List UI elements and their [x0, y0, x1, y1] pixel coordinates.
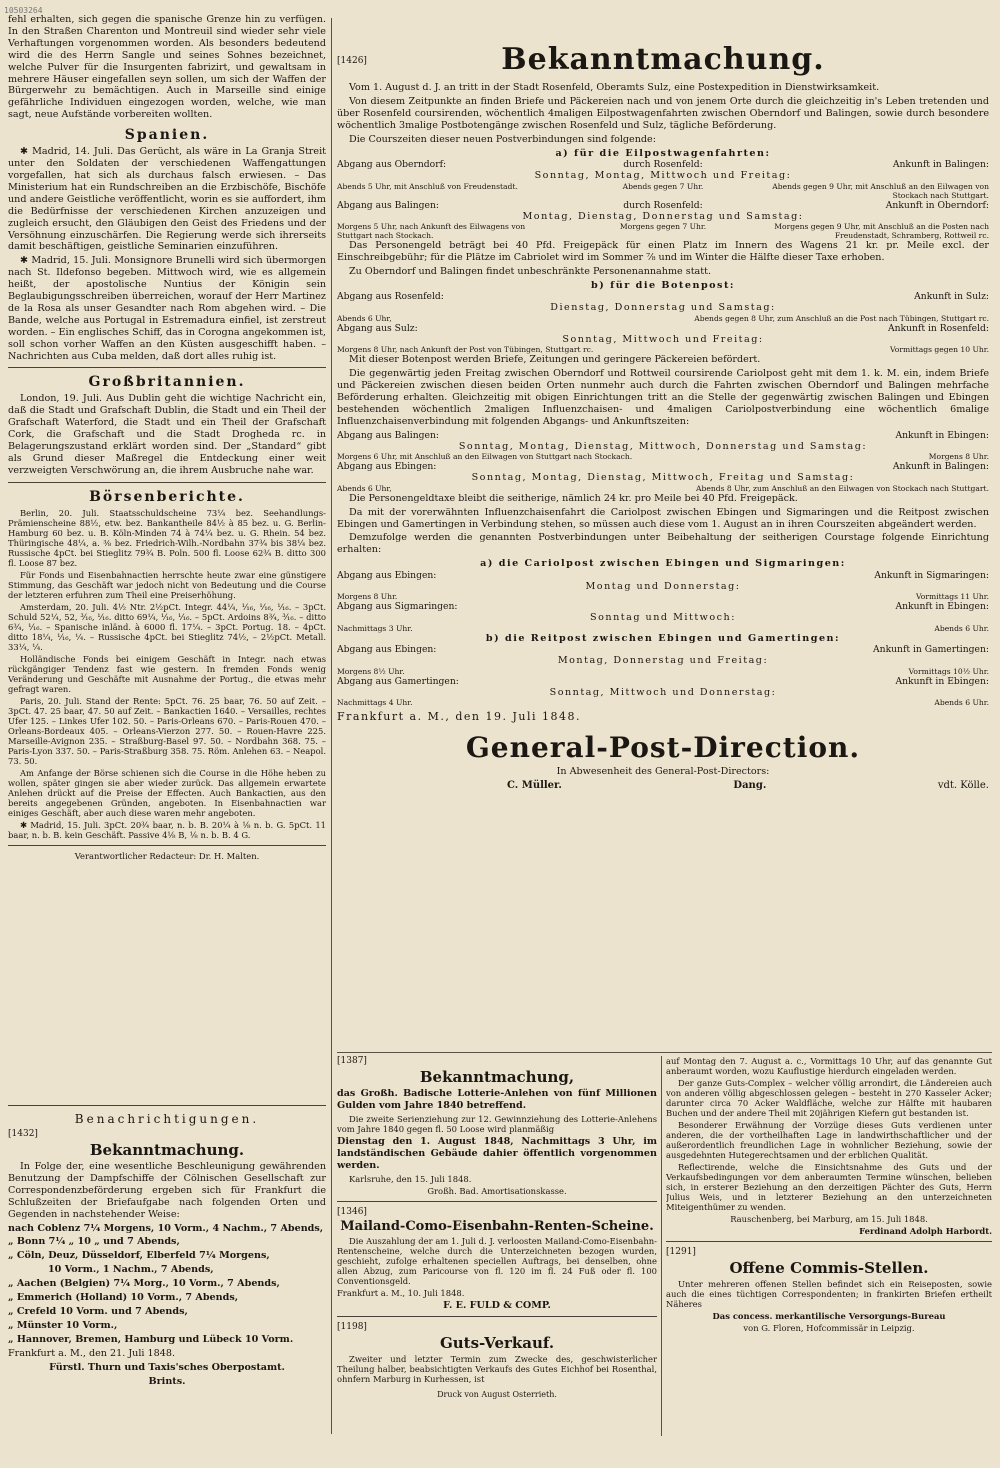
- spain-report-1: ✱ Madrid, 14. Juli. Das Gerücht, als wäre in La Granja Streit unter den Soldaten der verschiedenen Waffengattungen vorgefallen, hat sich als durchaus falsch erwiesen. – Das Ministerium hat ein Rundschreiben an die Erzbischöfe, Bischöfe und andere Geistliche veröffentlicht, worin es sie auffordert, ihm die Bedürfnisse der verschiedenen Kirchen anzuzeigen und zugleich ersucht, den Gläubigen den Geist des Friedens und der Versöhnung einzuschärfen. Die Regierung werde sich ihrerseits damit beschäftigen, geistliche Seminarien einzuführen.: [8, 146, 326, 253]
- schedule-times: Morgens 5 Uhr, nach Ankunft des Eilwagens von Stuttgart nach Stockach. Morgens gegen 7 Uhr. Morgens gegen 9 Uhr, mit Anschluß an die Posten nach Freudenstadt, Schramberg, Rottweil rc.: [337, 222, 989, 241]
- notice-text: In Folge der, eine wesentliche Beschleunigung gewährenden Benutzung der Dampfschiffe der Cölnischen Gesellschaft zur Correspondenzbeförderung ergeben sich für Frankfurt die Schlußzeiten der Briefaufgabe nach folgenden Orten und Gegenden in nachstehender Weise:: [8, 1161, 326, 1220]
- france-report-tail: fehl erhalten, sich gegen die spanische Grenze hin zu verfügen. In den Straßen Charenton und Montreuil sind wieder sehr viele Verhaftungen vorgenommen worden. Als besonders bedeutend wird die des Herrn Sangle und seines Sohnes bezeichnet, welche Pulver für die Insurgenten fabrizirt, und gewaltsam in mehrere Häuser eingefallen seyn sollen, um sich der Waffen der Bürgerwehr zu bemächtigen. Auch in Marseille sind einige gefährliche Individuen eingezogen worden, welche, wie man sagt, neue Aufstände vorbereiten wollten.: [8, 14, 326, 121]
- bourse-amsterdam: Amsterdam, 20. Juli. 4½ Ntr. 2½pCt. Integr. 44¼, ¹⁄₁₆, ¹⁄₁₆, ¹⁄₁₆. – 3pCt. Schuld 52¼, 52, ³⁄₁₆, ¹⁄₁₆. ditto 69¼, ¹⁄₁₆, ¹⁄₁₆. – 5pCt. Ardoins 8¾, ³⁄₁₆. – ditto 6¾, ¹⁄₁₆. – Spanische inländ. à 6000 fl. 17¼. – 3pCt. Portug. 18. – 4pCt. ditto 18¼, ¹⁄₁₆, ¼. – Russische 4pCt. bei Stieglitz 74½, – 2½pCt. Metall. 33¼, ¼.: [8, 601, 326, 652]
- bourse-paris-note: Am Anfange der Börse schienen sich die Course in die Höhe heben zu wollen, später gingen sie aber wieder zurück. Das allgemein erwartete Anlehen drückt auf die Preise der Effecten. Auch Bankactien, aus den bereits angegebenen Gründen, angeboten. In Eisenbahnactien war einiges Geschäft, aber auch diese waren mehr angeboten.: [8, 767, 326, 818]
- schedule-times: Morgens 8½ Uhr. Vormittags 10½ Uhr.: [337, 666, 989, 676]
- notices-header: Benachrichtigungen.: [74, 1112, 260, 1126]
- railway-date: Frankfurt a. M., 10. Juli 1848.: [337, 1287, 465, 1298]
- schedule-row: Abgang aus Balingen: Ankunft in Ebingen:: [337, 429, 989, 441]
- schedule-days: Dienstag, Donnerstag und Samstag:: [550, 302, 776, 314]
- schedule-row: Abgang aus Balingen: durch Rosenfeld: Ankunft in Oberndorf:: [337, 199, 989, 211]
- railway-ref: [1346]: [337, 1206, 367, 1217]
- railway-title: Mailand-Como-Eisenbahn-Renten-Scheine.: [340, 1218, 654, 1234]
- main-p1: Vom 1. August d. J. an tritt in der Stadt Rosenfeld, Oberamts Sulz, eine Postexpedition in Dienstwirksamkeit.: [349, 82, 880, 93]
- main-p9: Da mit der vorerwähnten Influenzchaisenfahrt die Cariolpost zwischen Ebingen und Sigmaringen und die Reitpost zwischen Ebingen und Gamertingen in Verbindung stehen, so müssen auch diese vom 1. August an in ihren Courszeiten abgeändert werden.: [337, 506, 989, 530]
- notice-line: „ Bonn 7¼ „ 10 „ und 7 Abends,: [8, 1236, 180, 1248]
- signature: Dang.: [733, 780, 767, 792]
- notice-office: Fürstl. Thurn und Taxis'sches Oberpostamt.: [49, 1361, 285, 1373]
- schedule-days: Sonntag, Mittwoch und Donnerstag:: [549, 686, 777, 698]
- main-p3: Die Courszeiten dieser neuen Postverbindungen sind folgende:: [349, 133, 656, 145]
- estate-title: Guts-Verkauf.: [439, 1334, 555, 1353]
- main-announcement: [337, 82, 989, 1050]
- bourse-berlin: Berlin, 20. Juli. Staatsschuldscheine 73¼ bez. Seehandlungs-Prämienscheine 88½, etw. bez. Bankantheile 84½ à 85 bez. u. G. Berlin-Hamburg 60 bez. u. B. Köln-Minden 74 à 74¼ bez. u. G. Rhein. 54 bez. Thüringische 48¼, a. ⅜ bez. Friedrich-Wilh.-Nordbahn 37¾ bis 38¼ bez. Russische 4pCt. bei Stieglitz 79¾ B. Poln. 500 fl. Loose 62¾ B. ditto 300 fl. Loose 87 bez.: [8, 507, 326, 568]
- signature: vdt. Kölle.: [937, 780, 989, 792]
- schedule-times: Morgens 6 Uhr, mit Anschluß an den Eilwagen von Stuttgart nach Stockach. Morgens 8 Uhr.: [337, 452, 989, 462]
- estate-sign: Ferdinand Adolph Harbordt.: [859, 1226, 992, 1236]
- lottery-title: Bekanntmachung,: [419, 1068, 575, 1086]
- spain-report-2: ✱ Madrid, 15. Juli. Monsignore Brunelli wird sich übermorgen nach St. Ildefonso begeben. Mittwoch wird, wie es allgemein heißt, der apostolische Nuntius der Königin sein Beglaubigungsschreiben überreichen, worauf der Herr Martinez de la Rosa als unser Gesandter nach Rom abgehen wird. – Die Bande, welche aus Portugal in Estremadura einfiel, ist zerstreut worden. – Ein englisches Schiff, das in Corogna angekommen ist, soll schon vorher Waffen an den Küsten ausgeschifft haben. – Nachrichten aus Cuba melden, daß dort alles ruhig ist.: [8, 255, 326, 362]
- lottery-subtitle: das Großh. Badische Lotterie-Anlehen von fünf Millionen Gulden vom Jahre 1840 betreffend.: [337, 1088, 657, 1111]
- railway-text: Die Auszahlung der am 1. Juli d. J. verloosten Mailand-Como-Eisenbahn-Rentenscheine, welche durch die Unterzeichneten bezogen wurden, geschieht, zufolge erhaltenen speciellen Auftrags, bei denselben, ohne allen Abzug, zum Paricourse von fl. 120 im fl. 24 Fuß oder fl. 100 Conventionsgeld.: [337, 1235, 657, 1286]
- main-p4: Das Personengeld beträgt bei 40 Pfd. Freigepäck für einen Platz im Innern des Wagens 21 kr. pr. Meile excl. der Einschreibgebühr; für die Plätze im Cabriolet wird im Sommer ⅞ und im Winter die Hälfte dieser Taxe erhoben.: [337, 240, 989, 263]
- absent-line: In Abwesenheit des General-Post-Directors:: [556, 766, 770, 778]
- schedule-times: Morgens 8 Uhr. Vormittags 11 Uhr.: [337, 592, 989, 602]
- main-p5: Zu Oberndorf und Balingen findet unbeschränkte Personenannahme statt.: [349, 265, 712, 277]
- schedule-days: Montag, Dienstag, Donnerstag und Samstag:: [522, 210, 804, 222]
- schedule-days: Sonntag und Mittwoch:: [590, 612, 736, 624]
- notices-column: [8, 1100, 326, 1440]
- main-title-wrap: [337, 38, 989, 83]
- column-rule: [661, 1056, 662, 1436]
- signatures: [337, 780, 989, 791]
- spain-header: Spanien.: [124, 127, 210, 144]
- lottery-text: Dienstag den 1. August 1848, Nachmittags 3 Uhr, im landständischen Gebäude dahier öffentlich vorgenommen werden.: [337, 1135, 657, 1171]
- notice-line: „ Emmerich (Holland) 10 Vorm., 7 Abends,: [8, 1292, 239, 1304]
- notice-ref: [1432]: [8, 1129, 38, 1139]
- schedule-row: Abgang aus Sigmaringen: Ankunft in Ebingen:: [337, 601, 989, 613]
- clerks-sign: Das concess. merkantilische Versorgungs-Bureau: [712, 1311, 946, 1321]
- divider: [8, 1105, 326, 1106]
- divider: [666, 1241, 992, 1242]
- lottery-text: Die zweite Serienziehung zur 12. Gewinnziehung des Lotterie-Anlehens vom Jahre 1840 gegen fl. 50 Loose wird planmäßig: [337, 1113, 657, 1134]
- schedule-row: Abgang aus Ebingen: Ankunft in Balingen:: [337, 461, 989, 473]
- notice-title: Bekanntmachung.: [89, 1141, 245, 1159]
- divider: [337, 1316, 657, 1317]
- schedule-row: Abgang aus Oberndorf: durch Rosenfeld: Ankunft in Balingen:: [337, 159, 989, 171]
- clerks-sign: von G. Floren, Hofcommissär in Leipzig.: [743, 1323, 915, 1333]
- schedule-days: Montag und Donnerstag:: [585, 580, 741, 592]
- divider: [8, 845, 326, 846]
- section-d-head: a) die Cariolpost zwischen Ebingen und Sigmaringen:: [480, 558, 846, 570]
- main-p8: Die Personengeldtaxe bleibt die seitherige, nämlich 24 kr. pro Meile bei 40 Pfd. Freigepäck.: [349, 492, 798, 504]
- estate-ref: [1198]: [337, 1322, 367, 1333]
- editor-line: Verantwortlicher Redacteur: Dr. H. Malten.: [74, 850, 260, 861]
- railway-sign: F. E. FULD & COMP.: [443, 1299, 551, 1311]
- gb-header: Großbritannien.: [88, 374, 246, 391]
- signature: C. Müller.: [507, 780, 562, 792]
- main-p6: Mit dieser Botenpost werden Briefe, Zeitungen und geringere Päckereien befördert.: [349, 354, 761, 366]
- schedule-times: Abends 5 Uhr, mit Anschluß von Freudenstadt. Abends gegen 7 Uhr. Abends gegen 9 Uhr, mit Anschluß an den Eilwagen von Stockach nach Stuttgart.: [337, 181, 989, 200]
- lottery-ref: [1387]: [337, 1056, 367, 1066]
- gb-report: London, 19. Juli. Aus Dublin geht die wichtige Nachricht ein, daß die Stadt und Grafschaft Dublin, die Stadt und ein Theil der Grafschaft Waterford, die Stadt und ein Theil der Grafschaft Cork, die Grafschaft und die Stadt Drogheda rc. in Belagerungszustand erklärt worden sind. Der „Standard“ gibt als Grund dieser Maßregel die Entdeckung einer weit verzweigten Verschwörung an, die ihrem Ausbruche nahe war.: [8, 393, 326, 476]
- schedule-row: Abgang aus Ebingen: Ankunft in Gamertingen:: [337, 644, 989, 656]
- notice-line: „ Crefeld 10 Vorm. und 7 Abends,: [8, 1305, 188, 1317]
- notice-line: nach Coblenz 7¼ Morgens, 10 Vorm., 4 Nachm., 7 Abends,: [8, 1222, 324, 1234]
- lottery-sign: Großh. Bad. Amortisationskasse.: [427, 1185, 567, 1196]
- bourse-amsterdam-note: Holländische Fonds bei einigem Geschäft in Integr. nach etwas rückgängiger Tendenz fast wie gestern. In fremden Fonds wenig Veränderung und Geschäfte mit Ausnahme der Portug., die etwas mehr gefragt waren.: [8, 653, 326, 694]
- estate-text: Reflectirende, welche die Einsichtsnahme des Guts und der Verkaufsbedingungen vor dem anberaumten Termine wünschen, belieben sich, in ersterer Beziehung an den derzeitigen Pächter des Guts, Herrn Julius Weis, und in letzterer Beziehung an den unterzeichneten Miteigenthümer zu wenden.: [666, 1162, 992, 1212]
- divider: [337, 1201, 657, 1202]
- column-rule: [331, 18, 332, 1434]
- schedule-row: Abgang aus Gamertingen: Ankunft in Ebingen:: [337, 675, 989, 687]
- notice-line: „ Cöln, Deuz, Düsseldorf, Elberfeld 7¼ Morgens,: [8, 1250, 270, 1262]
- notice-line: „ Aachen (Belgien) 7¼ Morg., 10 Vorm., 7 Abends,: [8, 1278, 280, 1290]
- divider: [8, 367, 326, 368]
- lower-middle-column: [337, 1056, 657, 1441]
- schedule-times: Nachmittags 3 Uhr. Abends 6 Uhr.: [337, 623, 989, 633]
- notice-line: „ Münster 10 Vorm.,: [8, 1319, 118, 1331]
- schedule-times: Abends 6 Uhr, Abends 8 Uhr, zum Anschluß an den Eilwagen von Stockach nach Stuttgart.: [337, 483, 989, 493]
- clerks-text: Unter mehreren offenen Stellen befindet sich ein Reiseposten, sowie auch die eines tüchtigen Correspondenten; in frankirten Briefen ertheilt Näheres: [666, 1279, 992, 1309]
- section-e-head: b) die Reitpost zwischen Ebingen und Gamertingen:: [485, 632, 841, 644]
- notice-line: 10 Vorm., 1 Nachm., 7 Abends,: [48, 1264, 214, 1276]
- estate-text: Der ganze Guts-Complex – welcher völlig arrondirt, die Ländereien auch von anderen völlig abgeschlossen gelegen – besteht in 270 Kasseler Acker; darunter circa 70 Acker Waldfläche, welche zur Hälfte mit haubaren Buchen und der andere Theil mit 20jährigen Kiefern gut bestanden ist.: [666, 1078, 992, 1118]
- lottery-date: Karlsruhe, den 15. Juli 1848.: [349, 1173, 472, 1184]
- main-ref: [1426]: [337, 56, 367, 66]
- schedule-days: Sonntag, Montag, Dienstag, Mittwoch, Donnerstag und Samstag:: [458, 440, 868, 452]
- bourse-madrid: ✱ Madrid, 15. Juli. 3pCt. 20¾ baar, n. b. B. 20¼ à ⅛ n. b. G. 5pCt. 11 baar, n. b. B. kein Geschäft. Passive 4⅛ B, ⅛ n. b. B. 4 G.: [8, 819, 326, 840]
- left-column: [8, 14, 326, 1094]
- schedule-times: Nachmittags 4 Uhr. Abends 6 Uhr.: [337, 698, 989, 708]
- section-b-head: b) für die Botenpost:: [591, 279, 735, 291]
- schedule-row: Abgang aus Rosenfeld: Ankunft in Sulz:: [337, 291, 989, 303]
- clerks-ref: [1291]: [666, 1247, 696, 1257]
- bourse-header: Börsenberichte.: [89, 488, 245, 505]
- notice-date: Frankfurt a. M., den 21. Juli 1848.: [8, 1347, 175, 1359]
- schedule-times: Abends 6 Uhr, Abends gegen 8 Uhr, zum Anschluß an die Post nach Tübingen, Stuttgart rc.: [337, 313, 989, 323]
- main-p7: Die gegenwärtig jeden Freitag zwischen Oberndorf und Rottweil coursirende Cariolpost geht mit dem 1. k. M. ein, indem Briefe und Päckereien zwischen diesen beiden Orten nunmehr auch durch die Fahrten zwischen Oberndorf und Balingen mehrfache Beförderung erhalten. Gleichzeitig mit obigen Einrichtungen tritt an die Stelle der gegenwärtig zwischen Balingen und Ebingen bestehenden wöchentlich 2maligen Influenzchaisen- und 4maligen Cariolpostverbindung eine wöchentlich 6malige Influenzchaisenverbindung mit folgenden Abgangs- und Ankunftszeiten:: [337, 368, 989, 427]
- schedule-days: Sonntag, Montag, Mittwoch und Freitag:: [534, 170, 792, 182]
- schedule-days: Montag, Donnerstag und Freitag:: [557, 655, 769, 667]
- printer-line: Druck von August Osterrieth.: [437, 1390, 557, 1400]
- authority-title: General-Post-Direction.: [465, 731, 861, 765]
- schedule-days: Sonntag, Montag, Dienstag, Mittwoch, Freitag und Samstag:: [471, 472, 855, 484]
- lower-right-column: [666, 1056, 992, 1441]
- schedule-days: Sonntag, Mittwoch und Freitag:: [562, 333, 764, 345]
- bourse-berlin-note: Für Fonds und Eisenbahnactien herrschte heute zwar eine günstigere Stimmung, das Geschäft war jedoch nicht von Bedeutung und die Course der letzteren erfuhren zum Theil eine Preiserhöhung.: [8, 569, 326, 600]
- estate-text: Zweiter und letzter Termin zum Zwecke des, geschwisterlicher Theilung halber, beabsichtigten Verkaufs des Gutes Eichhof bei Rosenthal, ohnfern Marburg in Kurhessen, ist: [337, 1354, 657, 1385]
- notice-sign: Brints.: [148, 1375, 186, 1387]
- section-a-head: a) für die Eilpostwagenfahrten:: [555, 147, 771, 159]
- bourse-paris: Paris, 20. Juli. Stand der Rente: 5pCt. 76. 25 baar, 76. 50 auf Zeit. – 3pCt. 47. 25 baar, 47. 50 auf Zeit. – Bankactien 1640. – Versailles, rechtes Ufer 125. – Linkes Ufer 102. 50. – Paris-Orleans 670. – Paris-Rouen 470. – Orleans-Bordeaux 405. – Orleans-Vierzon 277. 50. – Rouen-Havre 225. Marseille-Avignon 235. – Straßburg-Basel 97. 50. – Nordbahn 368. 75. – Paris-Lyon 337. 50. – Paris-Straßburg 358. 75. Röm. Anlehen 63. – Neapol. 73. 50.: [8, 695, 326, 766]
- scan-number: 10503264: [4, 6, 43, 15]
- estate-date: Rauschenberg, bei Marburg, am 15. Juli 1848.: [730, 1214, 928, 1224]
- divider: [8, 482, 326, 483]
- main-p2: Von diesem Zeitpunkte an finden Briefe und Päckereien nach und von jenem Orte durch die gleichzeitig in's Leben tretenden und über Rosenfeld coursirenden, wöchentlich 4maligen Eilpostwagenfahrten zwischen Oberndorf und Balingen, sowie durch besondere wöchentlich 3malige Postbotengänge zwischen Rosenfeld und Sulz, tägliche Beförderung.: [337, 95, 989, 131]
- main-p10: Demzufolge werden die genannten Postverbindungen unter Beibehaltung der seitherigen Courstage folgende Einrichtung erhalten:: [337, 532, 989, 556]
- section-rule: [337, 1052, 992, 1053]
- schedule-row: Abgang aus Ebingen: Ankunft in Sigmaringen:: [337, 569, 989, 581]
- estate-text: auf Montag den 7. August a. c., Vormittags 10 Uhr, auf das genannte Gut anberaumt worden, wozu Kauflustige hierdurch eingeladen werden.: [666, 1056, 992, 1076]
- estate-text: Besonderer Erwähnung der Vorzüge dieses Guts verdienen unter anderen, die der vortheilhaften Lage in landwirthschaftlicher und der außerordentlich freundlichen Lage in wohnlicher Beziehung, sowie der ausgedehnten Hutegerechtsamen und der erblichen Qualität.: [666, 1120, 992, 1160]
- main-date: Frankfurt a. M., den 19. Juli 1848.: [337, 710, 581, 724]
- schedule-times: Morgens 8 Uhr, nach Ankunft der Post von Tübingen, Stuttgart rc. Vormittags gegen 10 Uhr.: [337, 345, 989, 355]
- schedule-row: Abgang aus Sulz: Ankunft in Rosenfeld:: [337, 322, 989, 334]
- clerks-title: Offene Commis-Stellen.: [729, 1259, 929, 1277]
- notice-line: „ Hannover, Bremen, Hamburg und Lübeck 10 Vorm.: [8, 1333, 294, 1345]
- main-title: Bekanntmachung.: [501, 42, 825, 77]
